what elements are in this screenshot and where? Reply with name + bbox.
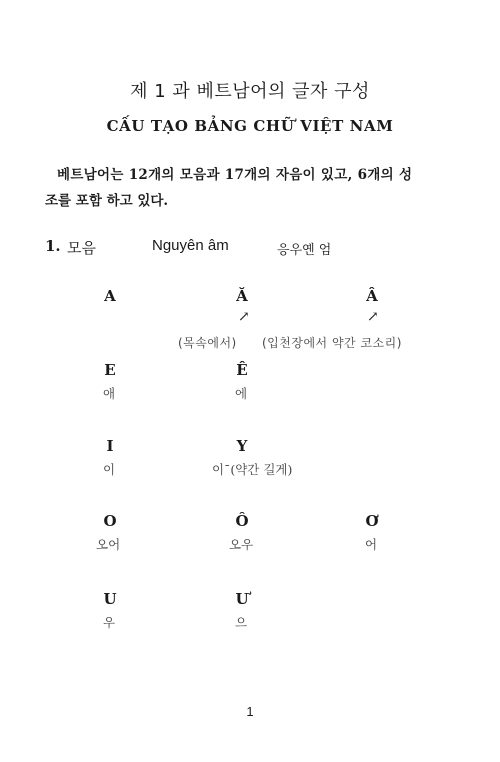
lesson-title: 제 1 과 베트남어의 글자 구성 [130,81,370,102]
page-number: 1 [246,704,254,719]
vowel-a-breve-letter: Ă [236,287,248,305]
vowel-o-circumflex-pronunciation: 오우 [229,537,254,552]
vowel-i-pronunciation: 이 [103,462,116,477]
rising-tone-arrow-icon: ↗ [367,309,379,325]
vowel-o-horn-letter: Ơ [365,512,379,530]
vowel-y-pronunciation: 이ˉ(약간 길게) [212,462,293,477]
vowel-o-pronunciation: 오어 [96,537,121,552]
vowel-a-breve-note: (목속에서) [178,336,237,350]
vowel-o-circumflex-letter: Ô [235,512,249,530]
vowel-y-letter: Y [236,437,248,455]
section-title-vietnamese: Nguyên âm [152,237,229,254]
vowel-e-circumflex-pronunciation: 에 [235,386,248,401]
vowel-e-pronunciation: 애 [103,386,116,401]
vowel-a-circumflex-letter: Â [366,287,378,305]
section-number: 1. [45,237,61,255]
vowel-o-letter: O [103,512,117,530]
vowel-a-letter: A [104,287,116,305]
intro-line-1: 베트남어는 12개의 모음과 17개의 자음이 있고, 6개의 성 [57,167,413,183]
lesson-subtitle: CẤU TẠO BẢNG CHỮ VIỆT NAM [106,117,394,135]
intro-line-2: 조를 포함 하고 있다. [45,193,169,209]
rising-tone-arrow-icon: ↗ [238,309,250,325]
vowel-u-horn-pronunciation: 으 [235,615,248,630]
vowel-e-circumflex-letter: Ê [236,361,248,379]
vowel-u-letter: U [103,590,117,608]
vowel-o-horn-pronunciation: 어 [365,537,378,552]
vowel-i-letter: I [106,437,114,455]
section-title-pronunciation: 응우옌 엄 [277,243,332,258]
section-title-korean: 모음 [67,239,96,257]
vowel-u-pronunciation: 우 [103,615,116,630]
vowel-u-horn-letter: Ư [235,590,249,608]
vowel-a-circumflex-note: (입천장에서 약간 코소리) [262,336,402,350]
vowel-e-letter: E [104,361,116,379]
